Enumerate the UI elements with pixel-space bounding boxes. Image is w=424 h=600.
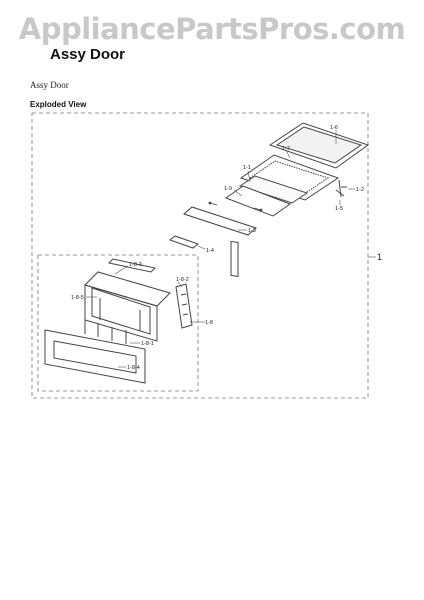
callout-1-2: 1-2: [356, 187, 364, 193]
watermark: AppliancePartsPros.com: [18, 12, 406, 46]
callout-1-7: 1-7: [282, 146, 290, 152]
callout-1-8-4: 1-8-4: [127, 365, 140, 371]
callout-1: 1: [377, 252, 383, 262]
part-side-latch: [176, 284, 192, 328]
callout-1-8-2: 1-8-2: [176, 277, 189, 283]
callout-1-8-5: 1-8-5: [71, 295, 84, 301]
section-label: Exploded View: [30, 100, 87, 109]
part-key-holder: [170, 236, 198, 248]
part-bracket-clips: [85, 320, 126, 344]
part-door-bracket: [184, 207, 256, 276]
part-front-panel: [45, 330, 145, 383]
callout-1-1: 1-1: [243, 165, 251, 171]
subtitle: Assy Door: [30, 80, 69, 90]
page-title: Assy Door: [50, 46, 126, 63]
callout-1-5: 1-5: [335, 206, 343, 212]
callout-1-6: 1-6: [330, 125, 338, 131]
callout-1-8-3: 1-8-3: [129, 262, 142, 268]
callout-1-9: 1-9: [224, 186, 232, 192]
callout-1-4: 1-4: [206, 248, 214, 254]
part-latch-hook: [336, 180, 347, 197]
callout-1-3: 1-3: [248, 228, 256, 234]
subassembly-boundary: [38, 255, 198, 391]
callout-1-8: 1-8: [205, 320, 213, 326]
callout-1-8-1: 1-8-1: [141, 341, 154, 347]
